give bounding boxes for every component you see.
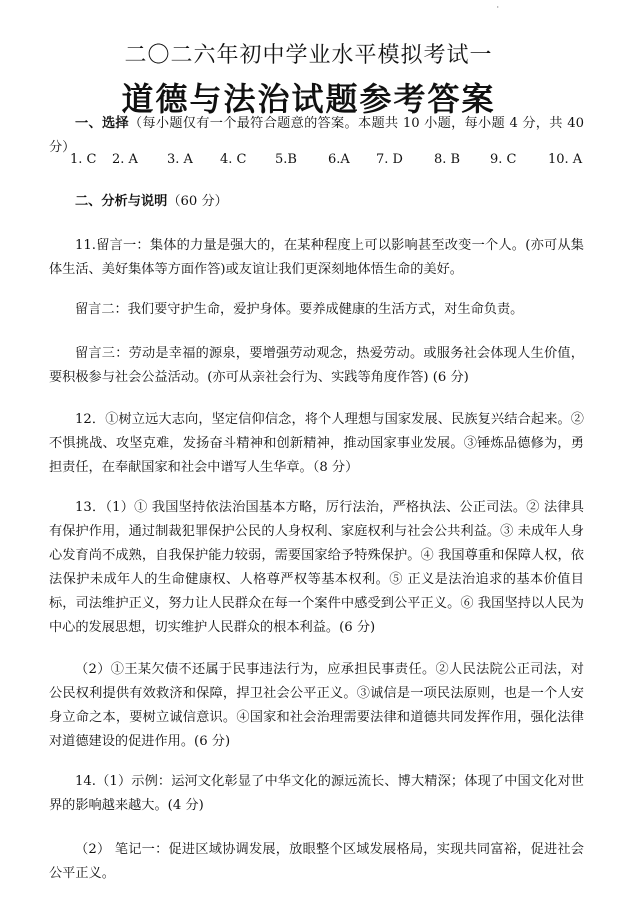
section2-heading: 二、分析与说明 bbox=[75, 194, 168, 209]
answer-item: 10. A bbox=[548, 152, 583, 167]
q14-part1: 14.（1）示例：运河文化彰显了中华文化的源远流长、博大精深；体现了中国文化对世界的影响越来越大。(4 分) bbox=[49, 774, 584, 813]
answer-item: 9. C bbox=[490, 152, 517, 167]
choice-answers-row bbox=[70, 148, 590, 172]
q13-part1: 13．（1）① 我国坚持依法治国基本方略，厉行法治，严格执法、公正司法。② 法律具有保护作用，通过制裁犯罪保护公民的人身权利、家庭权利与社会公共利益。③ 未成年人身心发育尚不成熟，自我保护能力较弱，需要国家给予特殊保护。④ 我国尊重和保障人权，依法保护未成年人的生命健康权、人格尊严权等基本权利。⑤ 正义是法治追求的基本价值目标，司法维护正义，努力让人民群众在每一个案件中感受到公平正义。⑥ 我国坚持以人民为中心的发展思想，切实维护人民群众的根本利益。(6 分) bbox=[49, 500, 584, 635]
q14-part2: （2） 笔记一：促进区域协调发展，放眼整个区域发展格局，实现共同富裕，促进社会公平正义。 bbox=[49, 842, 584, 881]
answer-item: 1. C bbox=[70, 152, 97, 167]
answer-item: 3. A bbox=[167, 152, 193, 167]
answer-item: 2. A bbox=[112, 152, 138, 167]
q11-message1: 11.留言一：集体的力量是强大的，在某种程度上可以影响甚至改变一个人。(亦可从集体生活、美好集体等方面作答)或友谊让我们更深刻地体悟生命的美好。 bbox=[49, 238, 584, 277]
section1-heading: 一、选择 bbox=[75, 116, 129, 131]
q12-answer: 12．①树立远大志向，坚定信仰信念，将个人理想与国家发展、民族复兴结合起来。②不惧挑战、攻坚克难，发扬奋斗精神和创新精神，推动国家事业发展。③锤炼品德修为，勇担责任，在奉献国家和社会中谱写人生华章。（8 分） bbox=[49, 412, 584, 475]
answer-key-title: 道德与法治试题参考答案 bbox=[121, 80, 496, 118]
section2-score: （60 分） bbox=[167, 194, 228, 209]
answer-item: 7. D bbox=[376, 152, 403, 167]
scan-dot: · bbox=[496, 3, 499, 12]
section1-instructions: （每小题仅有一个最符合题意的答案。本题共 10 小题，每小题 4 分，共 40 分） bbox=[49, 116, 584, 155]
q11-message2: 留言二：我们要守护生命，爱护身体。要养成健康的生活方式，对生命负责。 bbox=[75, 302, 524, 317]
section2-heading-line bbox=[49, 190, 584, 214]
q11-message3: 留言三：劳动是幸福的源泉，要增强劳动观念，热爱劳动。或服务社会体现人生价值，要积极参与社会公益活动。(亦可从亲社会行为、实践等角度作答) (6 分) bbox=[49, 346, 584, 385]
answer-item: 4. C bbox=[220, 152, 247, 167]
answer-item: 5.B bbox=[275, 152, 297, 167]
answer-item: 8. B bbox=[434, 152, 461, 167]
answer-item: 6.A bbox=[328, 152, 350, 167]
exam-title: 二〇二六年初中学业水平模拟考试一 bbox=[124, 43, 493, 68]
q13-part2: （2）①王某欠债不还属于民事违法行为，应承担民事责任。②人民法院公正司法，对公民权利提供有效救济和保障，捍卫社会公平正义。③诚信是一项民法原则，也是一个人安身立命之本，要树立诚信意识。④国家和社会治理需要法律和道德共同发挥作用，强化法律对道德建设的促进作用。(6 分) bbox=[49, 662, 584, 749]
